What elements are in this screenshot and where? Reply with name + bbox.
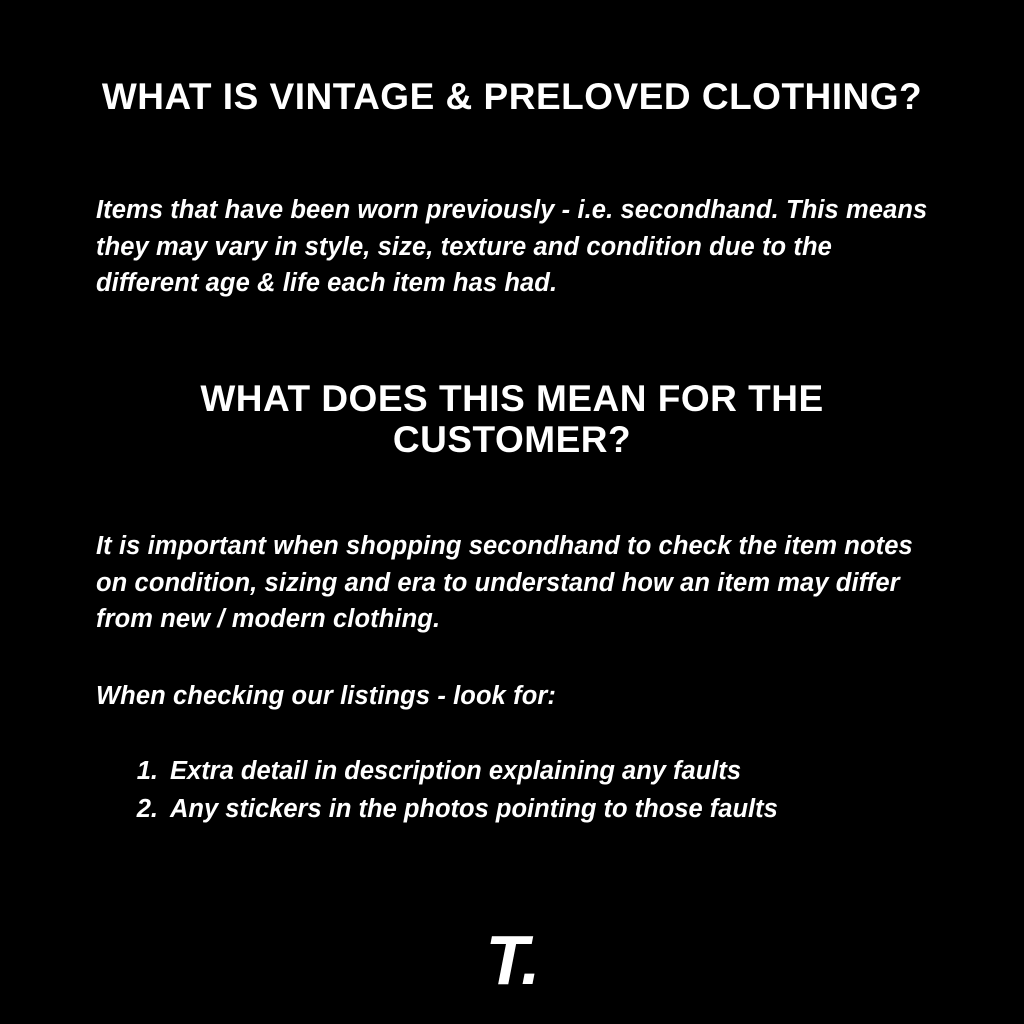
list-item [126,752,986,790]
intro-paragraph: Items that have been worn previously - i.e. secondhand. This means they may vary in style, size, texture and condition due to the different age & life each item has had. [96,196,928,298]
page-title: WHAT IS VINTAGE & PRELOVED CLOTHING? [101,76,923,117]
checklist [96,752,986,829]
list-item-number: 2. [136,795,158,824]
list-item-label: Extra detail in description explaining any faults [170,757,742,785]
brand-logo: T. [485,921,539,999]
list-item-number: 1. [136,757,158,785]
customer-paragraph: It is important when shopping secondhand to check the item notes on condition, sizing and era to understand how an item may differ from new / modern clothing. [96,532,913,634]
list-item [126,790,986,828]
section-heading-customer: WHAT DOES THIS MEAN FOR THE CUSTOMER? [200,378,824,461]
listings-prompt: When checking our listings - look for: [96,682,556,710]
list-item-label: Any stickers in the photos pointing to those faults [170,795,778,824]
